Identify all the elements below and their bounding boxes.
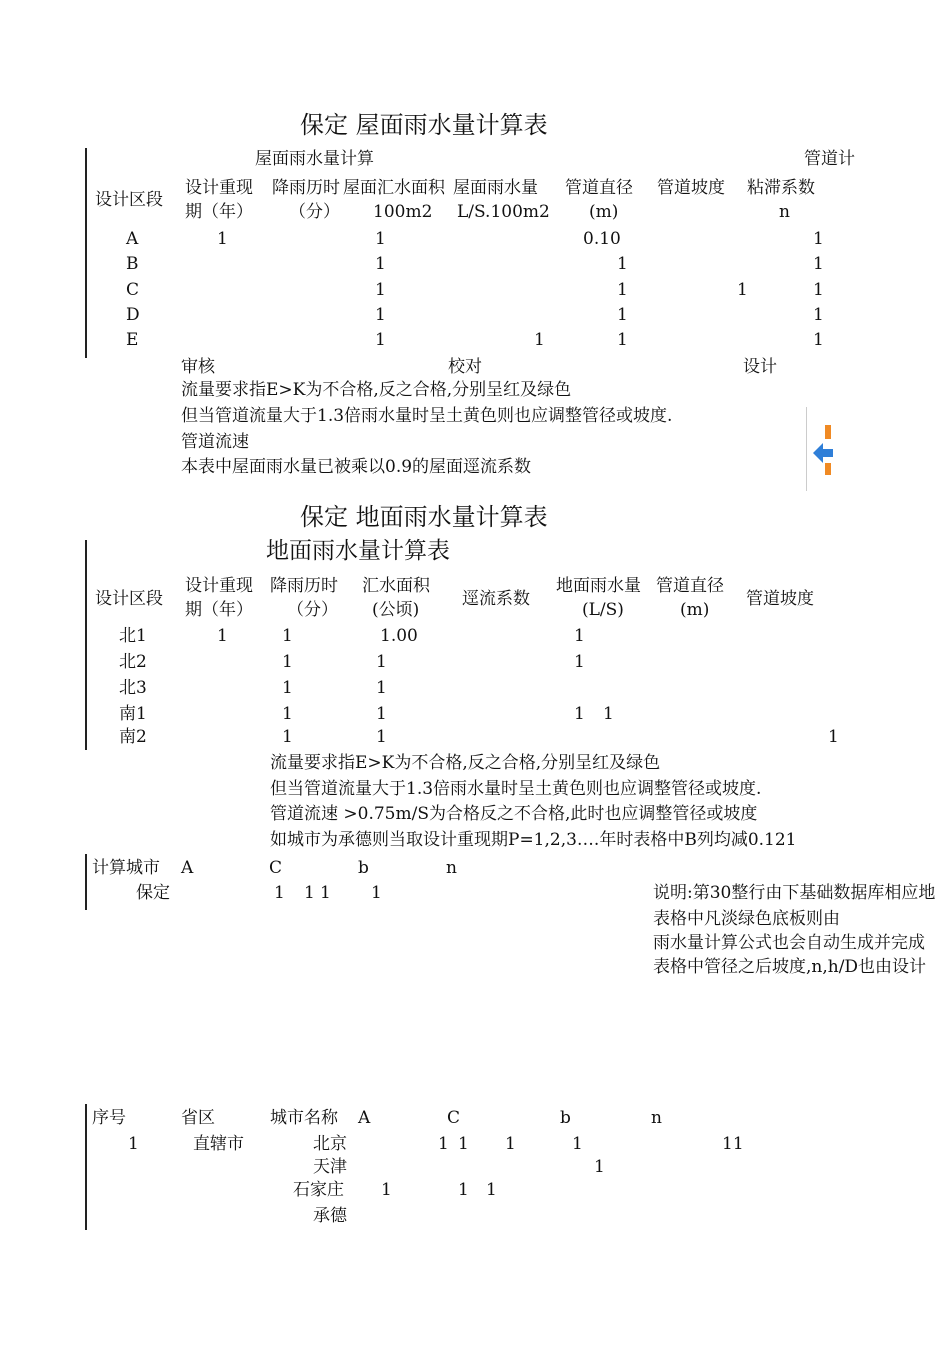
roof-row-diameter: 0.10 (583, 229, 621, 249)
roof-row-area: 1 (375, 305, 386, 325)
roof-header-area-unit: 100m2 (373, 202, 433, 222)
city-db-value: 1 (458, 1180, 469, 1200)
roof-note: 本表中屋面雨水量已被乘以0.9的屋面逕流系数 (181, 457, 532, 477)
ground-row-duration: 1 (282, 652, 293, 672)
city-db-header-province: 省区 (181, 1108, 215, 1128)
city-db-border (85, 1104, 87, 1230)
explain-text: 说明:第30整行由下基础数据库相应地 (653, 883, 936, 903)
roof-header-period-unit: 期（年） (185, 202, 253, 222)
roof-section-right-label: 管道计 (804, 149, 855, 169)
roof-header-zone: 设计区段 (95, 190, 163, 210)
city-db-city: 天津 (313, 1157, 347, 1177)
ground-row-zone: 北2 (119, 652, 147, 672)
ground-header-period: 设计重现 (185, 576, 253, 596)
roof-row-zone: C (126, 280, 140, 300)
ground-header-period-unit: 期（年） (185, 600, 253, 620)
city-db-header-c: C (447, 1108, 461, 1128)
ground-row-area: 1 (376, 704, 387, 724)
roof-row-roughness: 1 (813, 229, 824, 249)
roof-row-roughness: 1 (813, 330, 824, 350)
roof-row-roughness: 1 (813, 305, 824, 325)
roof-row-area: 1 (375, 229, 386, 249)
roof-note: 管道流速 (181, 432, 249, 452)
ground-row-zone: 南2 (119, 727, 147, 747)
roof-note: 流量要求指E>K为不合格,反之合格,分别呈红及绿色 (181, 380, 572, 400)
city-db-value: 1 (438, 1134, 449, 1154)
city-db-header-city: 城市名称 (270, 1108, 338, 1128)
ground-title: 保定 地面雨水量计算表 (300, 503, 548, 531)
ground-note: 如城市为承德则当取设计重现期P=1,2,3….年时表格中B列均减0.121 (270, 830, 797, 850)
ground-row-duration: 1 (282, 626, 293, 646)
roof-row-rain: 1 (534, 330, 545, 350)
roof-header-duration: 降雨历时 (272, 178, 340, 198)
city-calc-value: 1 (320, 883, 331, 903)
roof-row-area: 1 (375, 254, 386, 274)
ground-row-rain: 1 (574, 652, 585, 672)
city-calc-label: 计算城市 (92, 858, 160, 878)
roof-row-zone: E (126, 330, 139, 350)
city-db-value: 11 (722, 1134, 744, 1154)
city-db-value: 1 (458, 1134, 469, 1154)
ground-header-diameter-unit: (m) (680, 600, 710, 620)
city-db-header-no: 序号 (92, 1108, 126, 1128)
city-db-province: 直辖市 (193, 1134, 244, 1154)
roof-row-diameter: 1 (617, 254, 628, 274)
ground-row-rain: 1 (574, 626, 585, 646)
city-calc-value: 1 (304, 883, 315, 903)
ground-row-zone: 南1 (119, 704, 147, 724)
roof-header-diameter-unit: (m) (589, 202, 619, 222)
ground-row-duration: 1 (282, 678, 293, 698)
roof-row-roughness: 1 (813, 254, 824, 274)
city-calc-value: 1 (274, 883, 285, 903)
roof-section-label: 屋面雨水量计算 (255, 149, 374, 169)
roof-row-area: 1 (375, 330, 386, 350)
ground-header-runoff: 逕流系数 (462, 589, 530, 609)
roof-row-slope: 1 (737, 280, 748, 300)
ground-row-area: 1 (376, 652, 387, 672)
roof-header-roughness-unit: n (779, 202, 790, 222)
ground-header-slope: 管道坡度 (746, 589, 814, 609)
ground-row-area: 1 (376, 727, 387, 747)
explain-text: 表格中凡淡绿色底板则由 (653, 909, 840, 929)
city-calc-border (85, 854, 87, 910)
ground-row-area: 1 (376, 678, 387, 698)
city-db-city: 北京 (313, 1134, 347, 1154)
city-calc-col-c: C (269, 858, 283, 878)
city-calc-city: 保定 (136, 883, 170, 903)
ground-header-duration-unit: （分） (287, 600, 338, 620)
ground-header-area: 汇水面积 (362, 576, 430, 596)
roof-header-period: 设计重现 (185, 178, 253, 198)
ground-row-period: 1 (217, 626, 228, 646)
ground-header-duration: 降雨历时 (270, 576, 338, 596)
ground-row-zone: 北1 (119, 626, 147, 646)
roof-row-roughness: 1 (813, 280, 824, 300)
roof-title: 保定 屋面雨水量计算表 (300, 111, 548, 139)
roof-row-diameter: 1 (617, 330, 628, 350)
roof-row-zone: D (126, 305, 140, 325)
roof-header-rain: 屋面雨水量 (453, 178, 538, 198)
roof-sign-review: 审核 (181, 357, 215, 377)
ground-row-value: 1 (828, 727, 839, 747)
city-db-value: 1 (594, 1157, 605, 1177)
city-db-value: 1 (381, 1180, 392, 1200)
city-calc-col-a: A (181, 858, 194, 878)
ground-row-duration: 1 (282, 704, 293, 724)
ground-table-border (85, 540, 87, 750)
ground-note: 管道流速 >0.75m/S为合格反之不合格,此时也应调整管径或坡度 (270, 804, 758, 824)
city-db-header-n: n (651, 1108, 662, 1128)
ground-header-area-unit: (公顷) (372, 600, 420, 620)
ground-note: 但当管道流量大于1.3倍雨水量时呈土黄色则也应调整管径或坡度. (270, 779, 762, 799)
ground-header-diameter: 管道直径 (656, 576, 724, 596)
roof-row-area: 1 (375, 280, 386, 300)
ground-row-rain: 1 (603, 704, 614, 724)
city-db-header-a: A (358, 1108, 371, 1128)
ground-subtitle: 地面雨水量计算表 (266, 538, 450, 564)
roof-row-period: 1 (217, 229, 228, 249)
roof-header-roughness: 粘滞系数 (747, 178, 815, 198)
roof-table-border (85, 148, 87, 358)
roof-row-zone: B (126, 254, 139, 274)
roof-header-area: 屋面汇水面积 (343, 178, 445, 198)
city-db-value: 1 (505, 1134, 516, 1154)
roof-header-slope: 管道坡度 (657, 178, 725, 198)
roof-note: 但当管道流量大于1.3倍雨水量时呈土黄色则也应调整管径或坡度. (181, 406, 673, 426)
roof-header-diameter: 管道直径 (565, 178, 633, 198)
roof-header-rain-unit: L/S.100m2 (457, 202, 550, 222)
city-db-value: 1 (572, 1134, 583, 1154)
ground-header-rain-unit: (L/S) (582, 600, 624, 620)
ground-row-area: 1.00 (380, 626, 418, 646)
city-calc-col-n: n (446, 858, 457, 878)
city-db-city: 承德 (313, 1206, 347, 1226)
roof-row-diameter: 1 (617, 280, 628, 300)
ground-header-zone: 设计区段 (95, 589, 163, 609)
city-db-value: 1 (486, 1180, 497, 1200)
ground-row-rain: 1 (574, 704, 585, 724)
city-db-city: 石家庄 (293, 1180, 344, 1200)
ground-row-zone: 北3 (119, 678, 147, 698)
ground-row-duration: 1 (282, 727, 293, 747)
explain-text: 表格中管径之后坡度,n,h/D也由设计 (653, 957, 927, 977)
roof-row-zone: A (126, 229, 139, 249)
roof-row-diameter: 1 (617, 305, 628, 325)
roof-sign-design: 设计 (743, 357, 777, 377)
ground-note: 流量要求指E>K为不合格,反之合格,分别呈红及绿色 (270, 753, 661, 773)
city-db-no: 1 (128, 1134, 139, 1154)
explain-text: 雨水量计算公式也会自动生成并完成 (653, 933, 925, 953)
city-calc-value: 1 (371, 883, 382, 903)
roof-sign-check: 校对 (448, 357, 482, 377)
roof-header-duration-unit: （分） (289, 202, 340, 222)
city-calc-col-b: b (358, 858, 369, 878)
back-arrow-icon[interactable] (806, 407, 837, 491)
ground-header-rain: 地面雨水量 (556, 576, 641, 596)
city-db-header-b: b (560, 1108, 571, 1128)
